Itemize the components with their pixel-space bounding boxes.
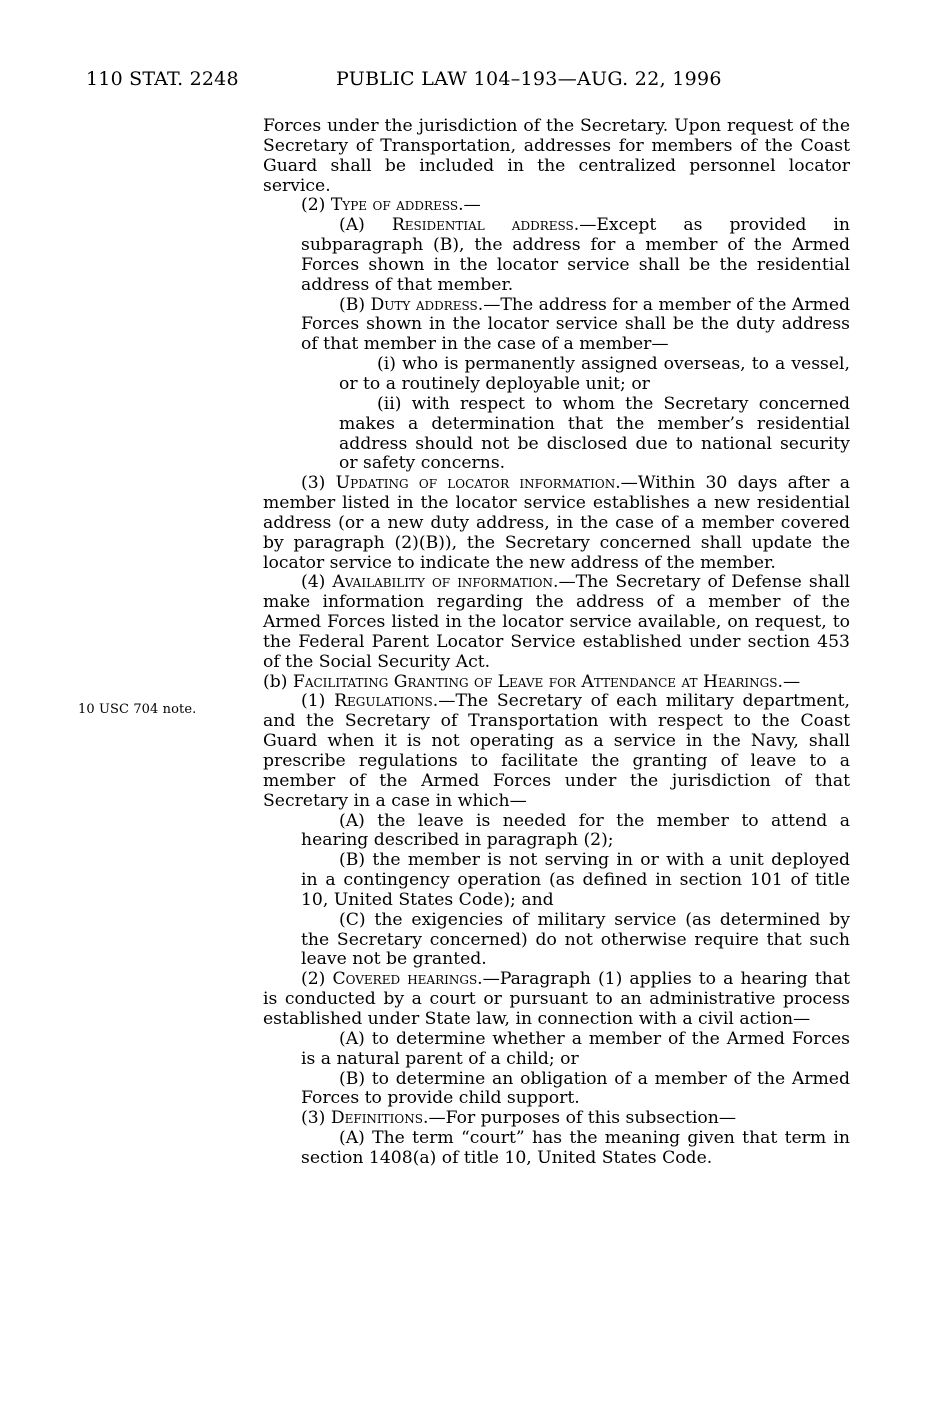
paragraph-b3 bbox=[263, 1109, 850, 1129]
paragraph-heading: Definitions. bbox=[330, 1108, 429, 1129]
subsection-dash: — bbox=[782, 671, 801, 692]
subparagraph-2a bbox=[263, 216, 850, 295]
clause-i: (i) who is permanently assigned overseas, to a vessel, or to a routinely deployable unit; or bbox=[339, 354, 850, 394]
subsection-heading: Facilitating Granting of Leave for Attendance at Hearings. bbox=[292, 671, 783, 692]
paragraph-text: —Paragraph (1) applies to a hearing that is conducted by a court or pursuant to an administrative process established under State law, in connection with a civil action— bbox=[263, 969, 850, 1029]
page-reference: 110 STAT. 2248 bbox=[86, 68, 239, 90]
paragraph-heading: Covered hearings. bbox=[332, 969, 483, 990]
subparagraph-b1b: (B) the member is not serving in or with a unit deployed in a contingency operation (as defined in section 101 of title 10, United States Code); and bbox=[301, 850, 850, 910]
paragraph-heading: Type of address. bbox=[330, 195, 464, 216]
paragraph-text: —For purposes of this subsection— bbox=[428, 1108, 737, 1129]
subparagraph-number: (B) bbox=[339, 294, 366, 315]
subsection-number: (b) bbox=[263, 671, 288, 692]
subparagraph-number: (A) bbox=[339, 215, 365, 236]
paragraph-text: —The Secretary of Defense shall make information regarding the address of a member of the Armed Forces listed in the locator service available, on request, to the Federal Parent Locator Service established under section 453 of the Social Security Act. bbox=[263, 572, 851, 672]
paragraph-number: (3) bbox=[301, 473, 326, 494]
subparagraph-text: —Except as provided in subparagraph (B), the address for a member of the Armed Forces shown in the locator service shall be the residential address of that member. bbox=[301, 215, 850, 295]
paragraph-number: (2) bbox=[301, 195, 326, 216]
paragraph-heading: Availability of information. bbox=[332, 572, 559, 593]
paragraph-b1 bbox=[263, 692, 850, 811]
subparagraph-2b bbox=[263, 296, 850, 356]
paragraph-b2 bbox=[263, 970, 850, 1030]
subparagraph-heading: Duty address. bbox=[370, 294, 484, 315]
paragraph-3 bbox=[263, 474, 850, 573]
paragraph-heading: Updating of locator information. bbox=[335, 473, 621, 494]
paragraph-4 bbox=[263, 573, 850, 672]
paragraph-number: (3) bbox=[301, 1108, 326, 1129]
paragraph-heading: Regulations. bbox=[334, 691, 439, 712]
subparagraph-b3a: (A) The term “court” has the meaning given that term in section 1408(a) of title 10, United States Code. bbox=[301, 1128, 850, 1168]
margin-citation-note: 10 USC 704 note. bbox=[78, 702, 197, 717]
paragraph-dash: — bbox=[463, 195, 481, 216]
paragraph-continued: Forces under the jurisdiction of the Secretary. Upon request of the Secretary of Transportation, addresses for members of the Coast Guard shall be included in the centralized personnel locator service. bbox=[263, 116, 850, 196]
subsection-b-heading bbox=[225, 673, 850, 693]
paragraph-2-heading bbox=[263, 196, 850, 216]
subparagraph-heading: Residential address. bbox=[391, 215, 580, 236]
clause-ii: (ii) with respect to whom the Secretary concerned makes a determination that the member’s residential address should not be disclosed due to national security or safety concerns. bbox=[339, 393, 850, 474]
paragraph-text: —The Secretary of each military department, and the Secretary of Transportation with respect to the Coast Guard when it is not operating as a service in the Navy, shall prescribe regulations to facilitate the granting of leave to a member of the Armed Forces under the jurisdiction of that Secretary in a case in which— bbox=[263, 691, 850, 811]
subparagraph-b2a: (A) to determine whether a member of the Armed Forces is a natural parent of a child; or bbox=[301, 1028, 850, 1069]
paragraph-number: (2) bbox=[301, 969, 326, 990]
paragraph-text: —Within 30 days after a member listed in the locator service establishes a new residential address (or a new duty address, in the case of a member covered by paragraph (2)(B)), the Secretary concerned shall update the locator service to indicate the new address of the member. bbox=[263, 473, 851, 573]
body-text bbox=[263, 117, 850, 1169]
subparagraph-b1c: (C) the exigencies of military service (as determined by the Secretary concerned) do not otherwise require that such leave not be granted. bbox=[301, 909, 850, 970]
paragraph-number: (4) bbox=[301, 572, 326, 593]
running-head: PUBLIC LAW 104–193—AUG. 22, 1996 bbox=[336, 68, 722, 90]
subparagraph-text: —The address for a member of the Armed Forces shown in the locator service shall be the duty address of that member in the case of a member— bbox=[301, 294, 851, 355]
subparagraph-b2b: (B) to determine an obligation of a member of the Armed Forces to provide child support. bbox=[301, 1068, 850, 1109]
paragraph-number: (1) bbox=[301, 691, 326, 712]
subparagraph-b1a: (A) the leave is needed for the member to attend a hearing described in paragraph (2); bbox=[301, 810, 850, 851]
